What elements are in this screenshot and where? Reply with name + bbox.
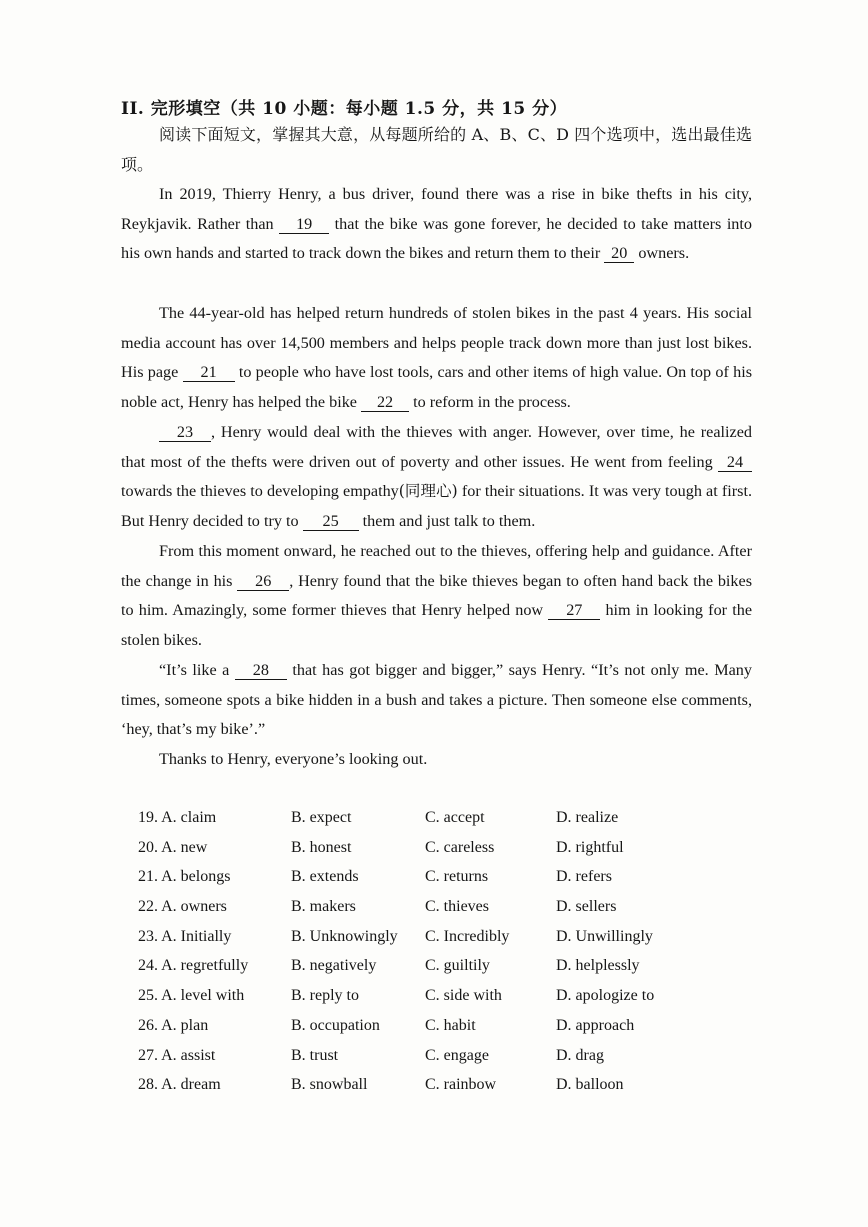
option-b[interactable]: B. expect (291, 809, 352, 826)
option-b[interactable]: B. extends (291, 868, 359, 886)
option-b[interactable]: B. negatively (291, 957, 377, 975)
chinese-gloss: (同理心) (398, 482, 458, 501)
option-a[interactable]: 19. A. claim (138, 809, 217, 826)
option-b[interactable]: B. makers (291, 898, 356, 916)
passage-text: him in looking for the stolen bikes. (121, 601, 752, 649)
question-22 (138, 898, 698, 928)
option-c[interactable]: C. engage (425, 1046, 489, 1064)
blank-25: 25 (303, 512, 359, 531)
blank-23: 23 (159, 423, 211, 442)
blank-19: 19 (279, 215, 329, 234)
answer-options (138, 809, 698, 1106)
passage-text: them and just talk to them. (358, 511, 536, 530)
option-d[interactable]: D. sellers (556, 898, 617, 916)
option-c[interactable]: C. Incredibly (425, 927, 510, 945)
question-26 (138, 1017, 698, 1047)
option-a[interactable]: 27. A. assist (138, 1046, 216, 1064)
option-d[interactable]: D. drag (556, 1046, 604, 1064)
option-b[interactable]: B. honest (291, 838, 352, 856)
option-d[interactable]: D. Unwillingly (556, 927, 653, 945)
option-d[interactable]: D. apologize to (556, 987, 655, 1005)
option-c[interactable]: C. rainbow (425, 1076, 497, 1094)
passage-text: to reform in the process. (409, 392, 571, 411)
instruction-text: 阅读下面短文，掌握其大意，从每题所给的 A、B、C、D 四个选项中，选出最佳选项。 (121, 125, 752, 174)
option-a[interactable]: 25. A. level with (138, 987, 245, 1005)
option-a[interactable]: 24. A. regretfully (138, 957, 249, 975)
question-19 (138, 809, 698, 839)
option-a[interactable]: 22. A. owners (138, 898, 227, 916)
blank-21: 21 (183, 363, 235, 382)
passage-paragraph-6: Thanks to Henry, everyone’s looking out. (159, 750, 428, 768)
option-b[interactable]: B. Unknowingly (291, 927, 398, 945)
passage-paragraph-3 (121, 418, 752, 536)
option-a[interactable]: 20. A. new (138, 838, 208, 856)
option-d[interactable]: D. balloon (556, 1076, 624, 1094)
passage-text: , Henry found that the bike thieves began to often hand back the bikes to him. Amazingly, some former thieves that Henry helped now (121, 571, 752, 620)
option-d[interactable]: D. refers (556, 868, 612, 886)
option-b[interactable]: B. snowball (291, 1076, 368, 1094)
passage-text: In 2019, Thierry Henry, a bus driver, found there was a rise in bike thefts in his city, Reykjavik. Rather than (121, 185, 752, 233)
blank-22: 22 (361, 393, 409, 412)
blank-20: 20 (604, 244, 634, 263)
option-a[interactable]: 21. A. belongs (138, 868, 231, 886)
passage-text: From this moment onward, he reached out to the thieves, offering help and guidance. After the change in his (121, 542, 752, 590)
passage-paragraph-1 (121, 180, 752, 269)
question-25 (138, 987, 698, 1017)
passage-text: that the bike was gone forever, he decided to take matters into his own hands and started to track down the bikes and return them to their (121, 214, 752, 263)
passage-text: to people who have lost tools, cars and other items of high value. On top of his noble act, Henry has helped the bike (121, 363, 752, 411)
option-c[interactable]: C. accept (425, 809, 485, 826)
section-heading: II. 完形填空（共 10 小题：每小题 1.5 分，共 15 分） (121, 99, 568, 119)
option-c[interactable]: C. thieves (425, 898, 489, 916)
question-23 (138, 928, 698, 958)
question-20 (138, 839, 698, 869)
option-c[interactable]: C. side with (425, 987, 502, 1005)
option-b[interactable]: B. trust (291, 1046, 339, 1064)
blank-28: 28 (235, 661, 287, 680)
option-c[interactable]: C. careless (425, 838, 495, 856)
question-21 (138, 868, 698, 898)
option-c[interactable]: C. guiltily (425, 957, 490, 975)
question-28 (138, 1076, 698, 1106)
option-b[interactable]: B. occupation (291, 1016, 380, 1034)
option-a[interactable]: 26. A. plan (138, 1016, 209, 1034)
passage-text: for their situations. It was very tough at first. But Henry decided to try to (121, 482, 752, 530)
option-d[interactable]: D. realize (556, 809, 619, 826)
passage-text: “It’s like a (159, 661, 235, 679)
passage-text: The 44-year-old has helped return hundreds of stolen bikes in the past 4 years. His social media account has over 14,500 members and helps people track down more than just lost bikes. His page (121, 304, 752, 382)
option-d[interactable]: D. helplessly (556, 957, 640, 975)
option-c[interactable]: C. habit (425, 1016, 476, 1034)
option-c[interactable]: C. returns (425, 868, 489, 886)
option-a[interactable]: 23. A. Initially (138, 927, 232, 945)
option-d[interactable]: D. approach (556, 1016, 635, 1034)
passage-paragraph-4 (121, 537, 752, 655)
passage-text: owners. (634, 244, 690, 263)
question-27 (138, 1047, 698, 1077)
passage-text: that has got bigger and bigger,” says Henry. “It’s not only me. Many times, someone spots a bike hidden in a bush and takes a picture. Then someone else comments, ‘hey, that’s my bike’.” (121, 661, 752, 739)
blank-26: 26 (237, 572, 289, 591)
blank-27: 27 (548, 601, 600, 620)
passage-text: towards the thieves to developing empathy (121, 482, 399, 501)
blank-24: 24 (718, 453, 752, 472)
passage-paragraph-2 (121, 299, 752, 417)
option-d[interactable]: D. rightful (556, 838, 624, 856)
passage-paragraph-5 (121, 656, 752, 745)
option-b[interactable]: B. reply to (291, 987, 359, 1005)
option-a[interactable]: 28. A. dream (138, 1076, 221, 1094)
passage-text: , Henry would deal with the thieves with anger. However, over time, he realized that most of the thefts were driven out of poverty and other issues. He went from feeling (121, 423, 752, 471)
question-24 (138, 957, 698, 987)
